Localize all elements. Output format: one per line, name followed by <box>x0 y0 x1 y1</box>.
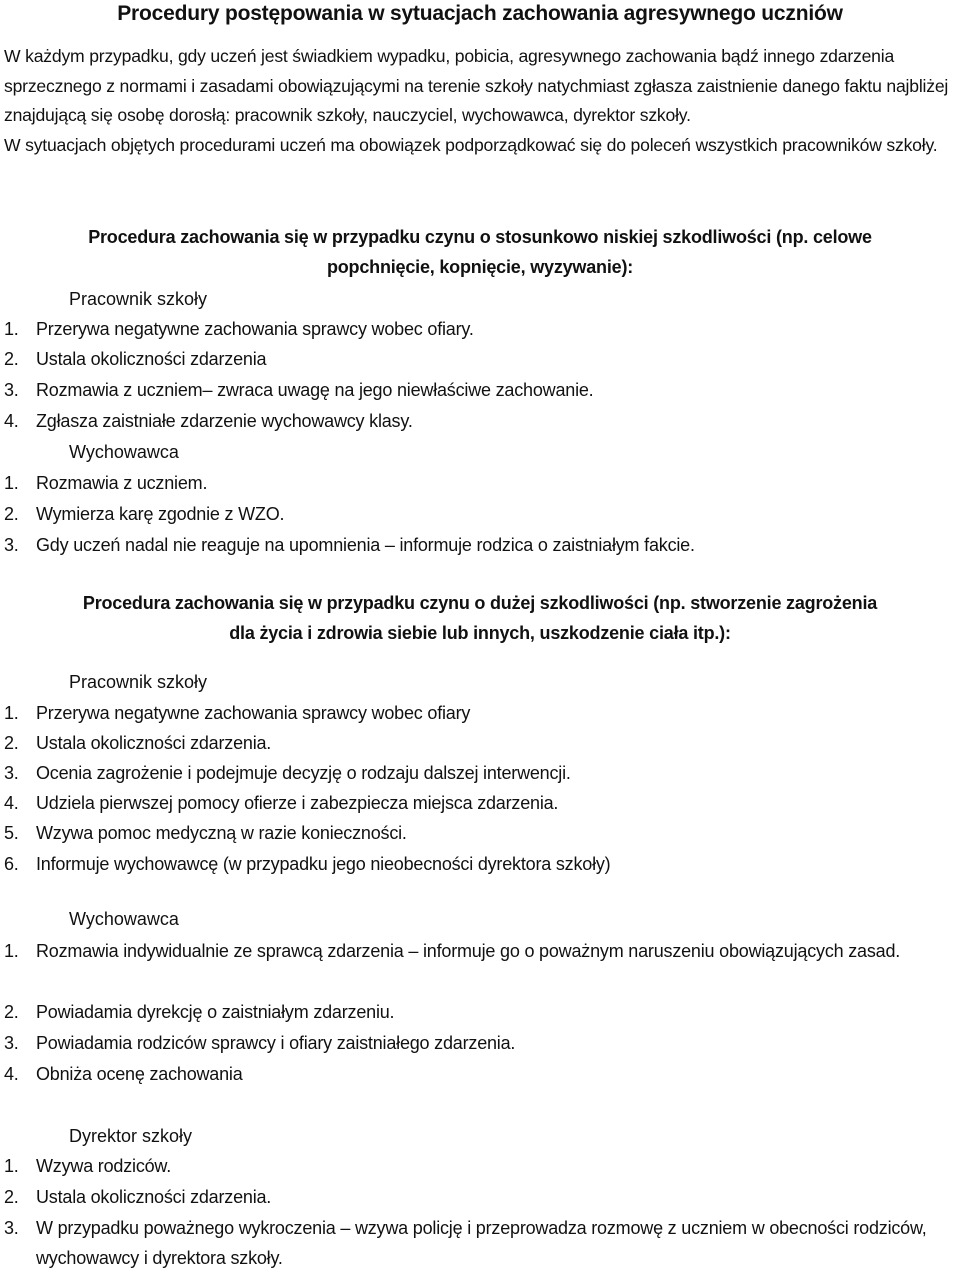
item-number: 4. <box>4 411 19 431</box>
item-text: Wymierza karę zgodnie z WZO. <box>36 504 285 524</box>
item-text: Gdy uczeń nadal nie reaguje na upomnienia – informuje rodzica o zaistniałym fakcie. <box>36 535 695 555</box>
list-item <box>4 1151 954 1181</box>
section1-role-employee: Pracownik szkoły <box>69 289 208 309</box>
item-text: Ocenia zagrożenie i podejmuje decyzję o rodzaju dalszej interwencji. <box>36 763 571 783</box>
list-item <box>4 468 954 498</box>
list-item <box>4 530 954 560</box>
item-number: 2. <box>4 733 19 753</box>
list-item <box>4 314 954 344</box>
item-number: 4. <box>4 1064 19 1084</box>
item-text: Ustala okoliczności zdarzenia. <box>36 1187 272 1207</box>
section2-role-teacher: Wychowawca <box>69 909 179 929</box>
item-number: 1. <box>4 1156 19 1176</box>
item-number: 1. <box>4 703 19 723</box>
item-number: 2. <box>4 349 19 369</box>
item-text: Zgłasza zaistniałe zdarzenie wychowawcy klasy. <box>36 411 413 431</box>
list-item <box>4 936 954 966</box>
intro-paragraph-2: W sytuacjach objętych procedurami uczeń ma obowiązek podporządkować się do poleceń wszystkich pracowników szkoły. <box>4 134 938 155</box>
item-text: Powiadamia rodziców sprawcy i ofiary zaistniałego zdarzenia. <box>36 1033 516 1053</box>
intro-paragraph-1: W każdym przypadku, gdy uczeń jest świadkiem wypadku, pobicia, agresywnego zachowania bądź innego zdarzenia sprzecznego z normami i zasadami obowiązującymi na terenie szkoły natychmiast zgłasza zaistnienie danego faktu najbliżej znajdującą się osobę dorosłą: pracownik szkoły, nauczyciel, wychowawca, dyrektor szkoły. <box>4 46 949 125</box>
item-number: 6. <box>4 854 19 874</box>
item-number: 3. <box>4 763 19 783</box>
section1-heading-line1: Procedura zachowania się w przypadku czynu o stosunkowo niskiej szkodliwości (np. celowe <box>88 227 872 247</box>
section2-role-employee: Pracownik szkoły <box>69 672 208 692</box>
item-number: 1. <box>4 473 19 493</box>
section1-heading <box>0 222 960 282</box>
list-item <box>4 1182 954 1212</box>
list-item <box>4 997 954 1027</box>
list-item <box>4 788 954 818</box>
list-item <box>4 1213 954 1273</box>
list-item <box>4 1028 954 1058</box>
section2-role-director: Dyrektor szkoły <box>69 1126 193 1146</box>
section1-heading-line2: popchnięcie, kopnięcie, wyzywanie): <box>326 257 634 277</box>
item-number: 3. <box>4 535 19 555</box>
item-text: W przypadku poważnego wykroczenia – wzywa policję i przeprowadza rozmowę z uczniem w obecności rodziców, wychowawcy i dyrektora szkoły. <box>36 1218 927 1268</box>
item-text: Przerywa negatywne zachowania sprawcy wobec ofiary <box>36 703 471 723</box>
list-item <box>4 698 954 728</box>
intro-text <box>4 42 954 160</box>
list-item <box>4 728 954 758</box>
item-text: Rozmawia z uczniem– zwraca uwagę na jego niewłaściwe zachowanie. <box>36 380 594 400</box>
item-number: 2. <box>4 504 19 524</box>
item-text: Powiadamia dyrekcję o zaistniałym zdarzeniu. <box>36 1002 395 1022</box>
item-text: Ustala okoliczności zdarzenia. <box>36 733 272 753</box>
item-text: Udziela pierwszej pomocy ofierze i zabezpiecza miejsca zdarzenia. <box>36 793 559 813</box>
item-number: 1. <box>4 319 19 339</box>
item-text: Informuje wychowawcę (w przypadku jego nieobecności dyrektora szkoły) <box>36 854 611 874</box>
item-text: Rozmawia z uczniem. <box>36 473 208 493</box>
section1-role-teacher: Wychowawca <box>69 442 179 462</box>
item-number: 2. <box>4 1187 19 1207</box>
list-item <box>4 849 954 879</box>
list-item <box>4 499 954 529</box>
item-text: Wzywa rodziców. <box>36 1156 172 1176</box>
item-number: 4. <box>4 793 19 813</box>
item-number: 3. <box>4 1033 19 1053</box>
list-item <box>4 344 954 374</box>
item-text: Przerywa negatywne zachowania sprawcy wobec ofiary. <box>36 319 474 339</box>
list-item <box>4 375 954 405</box>
item-number: 1. <box>4 941 19 961</box>
item-number: 3. <box>4 1218 19 1238</box>
list-item <box>4 1059 954 1089</box>
item-text: Ustala okoliczności zdarzenia <box>36 349 267 369</box>
item-number: 2. <box>4 1002 19 1022</box>
item-text: Obniża ocenę zachowania <box>36 1064 243 1084</box>
list-item <box>4 406 954 436</box>
item-number: 5. <box>4 823 19 843</box>
item-text: Rozmawia indywidualnie ze sprawcą zdarzenia – informuje go o poważnym naruszeniu obowiązujących zasad. <box>36 941 901 961</box>
document-title: Procedury postępowania w sytuacjach zachowania agresywnego uczniów <box>117 2 843 25</box>
section2-heading-line1: Procedura zachowania się w przypadku czynu o dużej szkodliwości (np. stworzenie zagrożenia <box>82 593 878 613</box>
list-item <box>4 818 954 848</box>
item-text: Wzywa pomoc medyczną w razie konieczności. <box>36 823 407 843</box>
section2-heading <box>0 588 960 648</box>
list-item <box>4 758 954 788</box>
item-number: 3. <box>4 380 19 400</box>
section2-heading-line2: dla życia i zdrowia siebie lub innych, uszkodzenie ciała itp.): <box>229 623 731 643</box>
